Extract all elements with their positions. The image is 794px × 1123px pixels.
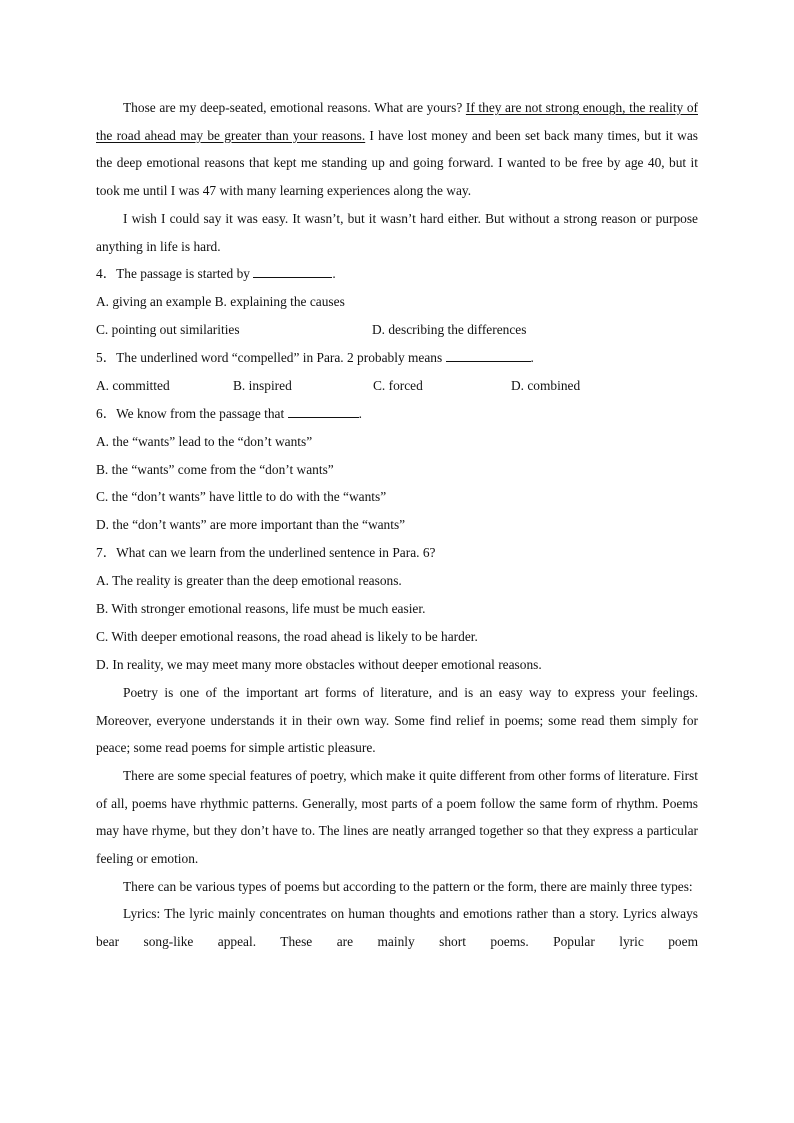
option-b: B. inspired [233, 377, 292, 393]
question-7-stem [96, 539, 698, 567]
poetry-paragraph: Lyrics: The lyric mainly concentrates on human thoughts and emotions rather than a story. Lyrics always bear song-like appeal. These are mainly short poems. Popular lyric poem [96, 906, 698, 950]
question-text: We know from the passage that [116, 405, 288, 421]
option-a: A. committed [96, 377, 170, 393]
paragraph-text: I have lost money and been set back many times, but it was the deep emotional reasons that kept me standing up and going forward. I wanted to be free by age 40, but it took me until I was 47 with many learning experiences along the way. [96, 127, 699, 199]
option-d: D. combined [511, 377, 581, 393]
poetry-paragraph: There are some special features of poetry, which make it quite different from other forms of literature. First of all, poems have rhythmic patterns. Generally, most parts of a poem follow the same form of rhythm. Poems may have rhyme, but they don’t have to. The lines are neatly arranged together so that they express a particular feeling or emotion. [96, 767, 698, 867]
question-number: 5． [96, 349, 117, 365]
question-text: The passage is started by [116, 266, 254, 282]
answer-blank [288, 405, 359, 418]
question-4-option-ab: A. giving an example B. explaining the causes [96, 294, 345, 310]
question-5-stem [96, 344, 698, 372]
passage-paragraph [96, 94, 698, 205]
question-end: . [332, 266, 336, 282]
answer-blank [446, 349, 531, 362]
question-end: . [530, 349, 534, 365]
question-4-option-cd [96, 316, 698, 344]
question-text: The underlined word “compelled” in Para. 2 probably means [116, 349, 446, 365]
option-c: C. forced [373, 377, 423, 393]
question-number: 4． [96, 266, 117, 282]
option-c: C. pointing out similarities [96, 322, 240, 338]
poetry-paragraph: Poetry is one of the important art forms of literature, and is an easy way to express your feelings. Moreover, everyone understands it in their own way. Some find relief in poems; some read them simply for peace; some read poems for simple artistic pleasure. [96, 684, 698, 756]
question-number: 7． [96, 545, 117, 561]
question-4-stem [96, 260, 698, 288]
question-7-option-b: B. With stronger emotional reasons, life must be much easier. [96, 601, 426, 617]
question-7-option-a: A. The reality is greater than the deep emotional reasons. [96, 573, 402, 589]
question-5-options [96, 372, 698, 400]
question-number: 6． [96, 405, 117, 421]
paragraph-text: Those are my deep-seated, emotional reasons. What are yours? [123, 100, 466, 115]
answer-blank [253, 265, 332, 278]
underlined-sentence: If they are not strong enough, the reality of the road ahead may be greater than your reasons. [96, 100, 698, 143]
question-7-option-d: D. In reality, we may meet many more obstacles without deeper emotional reasons. [96, 656, 542, 672]
question-6-option-c: C. the “don’t wants” have little to do with the “wants” [96, 489, 387, 505]
document-page [96, 94, 698, 956]
poetry-paragraph: There can be various types of poems but according to the pattern or the form, there are mainly three types: [123, 878, 693, 894]
option-d: D. describing the differences [372, 322, 527, 338]
question-6-option-d: D. the “don’t wants” are more important than the “wants” [96, 517, 406, 533]
passage-paragraph: I wish I could say it was easy. It wasn’t, but it wasn’t hard either. But without a strong reason or purpose anything in life is hard. [96, 210, 698, 254]
question-end: . [358, 405, 362, 421]
question-7-option-c: C. With deeper emotional reasons, the road ahead is likely to be harder. [96, 629, 478, 644]
question-text: What can we learn from the underlined sentence in Para. 6? [116, 545, 436, 561]
question-6-stem [96, 400, 698, 428]
question-6-option-b: B. the “wants” come from the “don’t wants” [96, 461, 334, 477]
question-6-option-a: A. the “wants” lead to the “don’t wants” [96, 433, 313, 449]
